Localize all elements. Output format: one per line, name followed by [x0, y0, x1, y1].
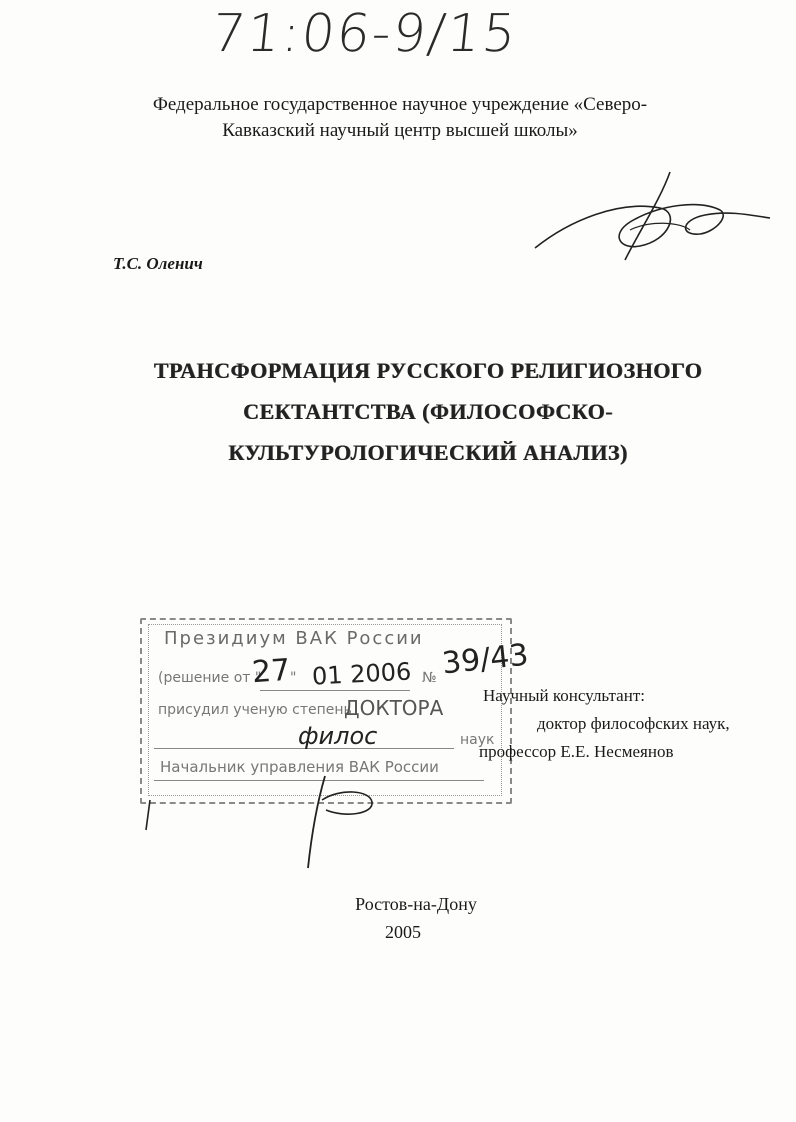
stamp-date-line — [260, 690, 410, 691]
stamp-hand-date: 01 2006 — [311, 657, 412, 691]
handwritten-archive-number: 71:06-9/15 — [208, 4, 521, 64]
consultant-label: Научный консультант: — [483, 686, 645, 705]
consultant-name: профессор Е.Е. Несмеянов — [479, 742, 674, 761]
stamp-decision-quote: " — [290, 670, 297, 686]
stamp-hand-day: 27 — [250, 652, 292, 691]
title-line-1: ТРАНСФОРМАЦИЯ РУССКОГО РЕЛИГИОЗНОГО — [153, 358, 703, 383]
stamp-field-suffix: наук — [460, 732, 495, 748]
institution-line-1: Федеральное государственное научное учреждение «Северо- — [152, 94, 648, 115]
consultant-degree: доктор философских наук, — [537, 714, 730, 733]
scientific-consultant — [477, 682, 730, 766]
city: Ростов-на-Дону — [355, 894, 477, 914]
title-line-2: СЕКТАНТСТВА (ФИЛОСОФСКО- — [242, 399, 613, 424]
stamp-heading: Президиум ВАК России — [164, 628, 424, 649]
stamp-number-label: № — [422, 670, 437, 686]
stamp-hand-number: 39/43 — [440, 637, 531, 682]
stamp-hand-field: филос — [298, 722, 378, 750]
dissertation-title — [70, 350, 786, 473]
author-name: Т.С. Оленич — [113, 254, 203, 273]
title-line-3: КУЛЬТУРОЛОГИЧЕСКИЙ АНАЛИЗ) — [228, 440, 628, 465]
signature-bottom-icon — [140, 770, 400, 880]
year: 2005 — [385, 922, 421, 942]
stamp-footer: Начальник управления ВАК России — [160, 758, 439, 776]
signature-top-icon — [530, 160, 775, 270]
stamp-degree: ДОКТОРА — [344, 696, 444, 720]
institution-line-2: Кавказский научный центр высшей школы» — [222, 120, 578, 141]
place-and-year — [0, 890, 796, 946]
institution-name — [100, 92, 700, 144]
stamp-decision-prefix: (решение от " — [158, 670, 262, 686]
stamp-awarded-prefix: присудил ученую степень — [158, 702, 352, 718]
